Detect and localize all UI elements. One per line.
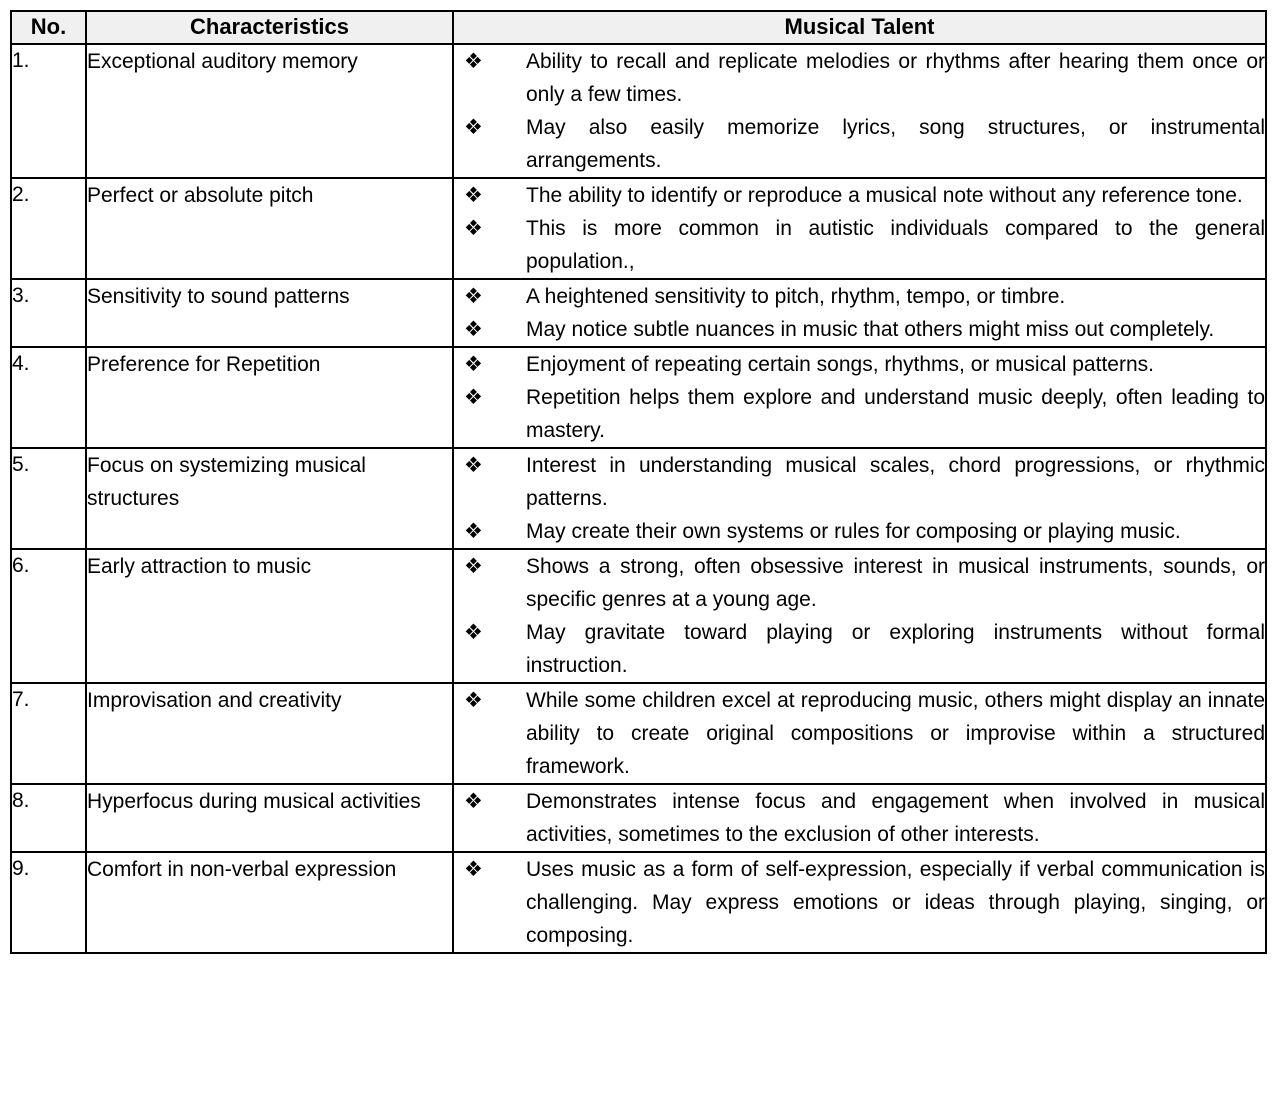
list-item-text: May create their own systems or rules for composing or playing music. <box>526 520 1181 543</box>
characteristic-cell: Hyperfocus during musical activities <box>86 784 453 852</box>
table-row <box>11 683 1266 784</box>
characteristic-cell: Comfort in non-verbal expression <box>86 852 453 953</box>
table-row <box>11 279 1266 347</box>
diamond-bullet-icon: ❖ <box>464 353 483 376</box>
row-number-cell: 9. <box>11 852 86 953</box>
characteristic-cell: Exceptional auditory memory <box>86 44 453 178</box>
table-body <box>11 44 1266 953</box>
diamond-bullet-icon: ❖ <box>464 555 483 578</box>
table-row <box>11 347 1266 448</box>
list-item <box>454 684 1265 783</box>
characteristic-cell: Focus on systemizing musical structures <box>86 448 453 549</box>
row-number-cell: 8. <box>11 784 86 852</box>
bullet-list <box>454 280 1265 346</box>
musical-talent-cell <box>453 683 1266 784</box>
table-row <box>11 178 1266 279</box>
list-item-text: Uses music as a form of self-expression, especially if verbal communication is challenging. May express emotions or ideas through playing, singing, or composing. <box>526 858 1265 947</box>
bullet-list <box>454 550 1265 682</box>
row-number-cell: 5. <box>11 448 86 549</box>
column-header-no: No. <box>11 11 86 44</box>
list-item-text: This is more common in autistic individuals compared to the general population., <box>526 217 1265 273</box>
list-item-text: May gravitate toward playing or exploring instruments without formal instruction. <box>526 621 1265 677</box>
row-number-cell: 1. <box>11 44 86 178</box>
list-item <box>454 280 1265 313</box>
list-item-text: Shows a strong, often obsessive interest in musical instruments, sounds, or specific genres at a young age. <box>526 555 1265 611</box>
musical-talent-cell <box>453 549 1266 683</box>
list-item <box>454 313 1265 346</box>
list-item-text: While some children excel at reproducing music, others might display an innate ability to create original compositions or improvise within a structured framework. <box>526 689 1265 778</box>
musical-talent-table <box>10 10 1267 954</box>
table-row <box>11 44 1266 178</box>
list-item-text: Repetition helps them explore and understand music deeply, often leading to mastery. <box>526 386 1265 442</box>
diamond-bullet-icon: ❖ <box>464 386 483 409</box>
diamond-bullet-icon: ❖ <box>464 116 483 139</box>
table-row <box>11 448 1266 549</box>
column-header-musical-talent: Musical Talent <box>453 11 1266 44</box>
table-row <box>11 549 1266 683</box>
table-row <box>11 784 1266 852</box>
characteristic-cell: Sensitivity to sound patterns <box>86 279 453 347</box>
list-item-text: May notice subtle nuances in music that others might miss out completely. <box>526 318 1215 341</box>
list-item <box>454 381 1265 447</box>
characteristic-cell: Early attraction to music <box>86 549 453 683</box>
musical-talent-cell <box>453 279 1266 347</box>
musical-talent-cell <box>453 784 1266 852</box>
diamond-bullet-icon: ❖ <box>464 790 483 813</box>
diamond-bullet-icon: ❖ <box>464 217 483 240</box>
diamond-bullet-icon: ❖ <box>464 285 483 308</box>
musical-talent-cell <box>453 178 1266 279</box>
diamond-bullet-icon: ❖ <box>464 184 483 207</box>
characteristic-cell: Preference for Repetition <box>86 347 453 448</box>
diamond-bullet-icon: ❖ <box>464 689 483 712</box>
row-number-cell: 2. <box>11 178 86 279</box>
diamond-bullet-icon: ❖ <box>464 621 483 644</box>
column-header-characteristics: Characteristics <box>86 11 453 44</box>
musical-talent-cell <box>453 44 1266 178</box>
list-item-text: A heightened sensitivity to pitch, rhythm, tempo, or timbre. <box>526 285 1066 308</box>
list-item-text: Interest in understanding musical scales, chord progressions, or rhythmic patterns. <box>526 454 1265 510</box>
diamond-bullet-icon: ❖ <box>464 50 483 73</box>
bullet-list <box>454 684 1265 783</box>
bullet-list <box>454 785 1265 851</box>
list-item <box>454 45 1265 111</box>
diamond-bullet-icon: ❖ <box>464 454 483 477</box>
characteristic-cell: Improvisation and creativity <box>86 683 453 784</box>
list-item <box>454 348 1265 381</box>
table-header <box>11 11 1266 44</box>
diamond-bullet-icon: ❖ <box>464 858 483 881</box>
bullet-list <box>454 348 1265 447</box>
list-item <box>454 785 1265 851</box>
musical-talent-cell <box>453 852 1266 953</box>
diamond-bullet-icon: ❖ <box>464 520 483 543</box>
bullet-list <box>454 853 1265 952</box>
row-number-cell: 7. <box>11 683 86 784</box>
characteristic-cell: Perfect or absolute pitch <box>86 178 453 279</box>
list-item <box>454 853 1265 952</box>
list-item-text: Demonstrates intense focus and engagement when involved in musical activities, sometimes to the exclusion of other interests. <box>526 790 1265 846</box>
row-number-cell: 3. <box>11 279 86 347</box>
list-item-text: Enjoyment of repeating certain songs, rhythms, or musical patterns. <box>526 353 1154 376</box>
list-item <box>454 515 1265 548</box>
musical-talent-cell <box>453 448 1266 549</box>
bullet-list <box>454 179 1265 278</box>
table-row <box>11 852 1266 953</box>
list-item-text: May also easily memorize lyrics, song structures, or instrumental arrangements. <box>526 116 1265 172</box>
list-item <box>454 179 1265 212</box>
list-item <box>454 616 1265 682</box>
list-item-text: Ability to recall and replicate melodies or rhythms after hearing them once or only a few times. <box>526 50 1265 106</box>
list-item <box>454 550 1265 616</box>
row-number-cell: 4. <box>11 347 86 448</box>
diamond-bullet-icon: ❖ <box>464 318 483 341</box>
musical-talent-cell <box>453 347 1266 448</box>
bullet-list <box>454 449 1265 548</box>
row-number-cell: 6. <box>11 549 86 683</box>
bullet-list <box>454 45 1265 177</box>
list-item <box>454 111 1265 177</box>
list-item <box>454 449 1265 515</box>
list-item <box>454 212 1265 278</box>
list-item-text: The ability to identify or reproduce a musical note without any reference tone. <box>526 184 1243 207</box>
table-header-row <box>11 11 1266 44</box>
